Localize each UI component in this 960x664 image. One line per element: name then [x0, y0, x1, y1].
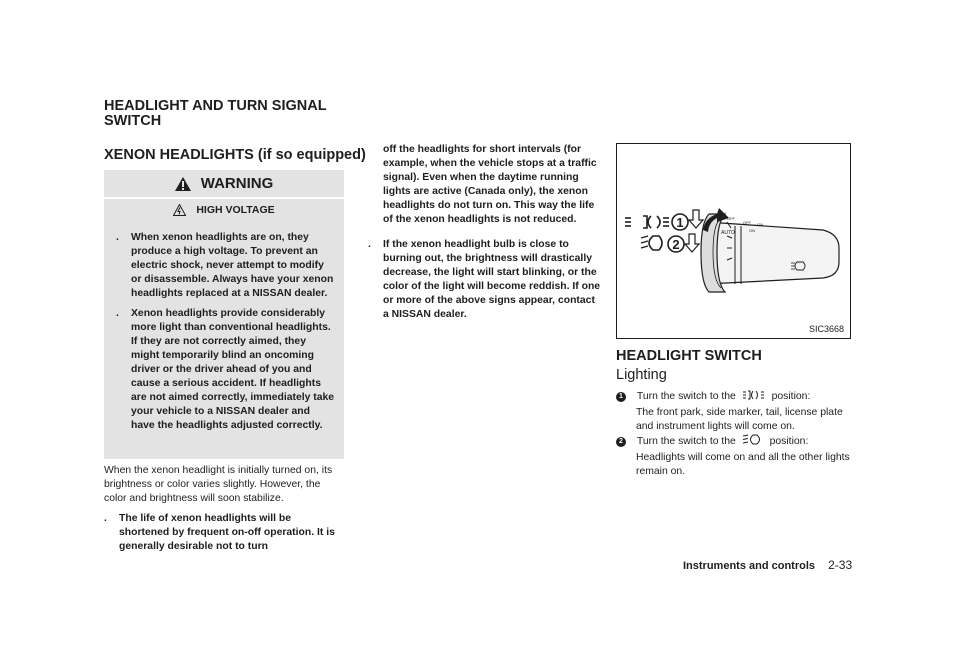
warning-bullet: . When xenon headlights are on, they produce a high voltage. To prevent an electric shock, never attempt to modify or disassemble. Always have your xenon headlights replaced at a NISSAN dealer. — [116, 232, 334, 299]
switch-label-off: OFF — [727, 216, 735, 221]
warning-bullets — [116, 231, 336, 433]
warning-bullet: . Xenon headlights provide considerably more light than conventional headlights. If they are not correctly aimed, they might temporarily blind an oncoming driver or the driver ahead of you and cause a serious accident. If headlights are not aimed correctly, immediately take your vehicle to a NISSAN dealer and have the headlights adjusted correctly. — [116, 308, 335, 431]
headlight-icon — [743, 434, 763, 445]
warning-subtitle-text: HIGH VOLTAGE — [196, 204, 275, 216]
step-text: position: — [769, 436, 809, 447]
step-detail: The front park, side marker, tail, license plate and instrument lights will come on. — [636, 407, 843, 432]
callout-1-label: 1 — [676, 215, 684, 230]
bulb-bullet-item: . If the xenon headlight bulb is close to burning out, the brightness will drastically decrease, the light will start blinking, or the color of the light will become reddish. If one or more of the above signs appear, contact a NISSAN dealer. — [368, 239, 601, 320]
section-title: HEADLIGHT AND TURN SIGNAL SWITCH — [104, 98, 327, 129]
life-bullet-continuation: off the headlights for short intervals (for example, when the vehicle stops at a traffic signal). Even when the daytime running lights are active (Canada only), the xenon headlights do not turn on. This way the life of the xenon headlights is not reduced. — [383, 144, 597, 225]
warning-triangle-icon — [175, 177, 191, 191]
life-bullet-start — [104, 512, 344, 554]
step-text: Turn the switch to the — [636, 391, 736, 402]
high-voltage-icon — [173, 204, 186, 216]
warning-title — [104, 174, 344, 194]
switch-label-fog-on: ON — [749, 228, 755, 233]
down-arrow-icon — [689, 210, 703, 228]
warning-divider — [104, 197, 344, 199]
switch-label-auto: AUTO — [721, 230, 735, 236]
down-arrow-icon — [685, 234, 699, 252]
life-bullet: . The life of xenon headlights will be shortened by frequent on-off operation. It is generally desirable not to turn — [104, 513, 335, 552]
step-number: 1 — [616, 392, 626, 402]
bulb-bullet — [368, 238, 602, 322]
step-number: 2 — [616, 437, 626, 447]
stabilize-paragraph: When the xenon headlight is initially turned on, its brightness or color varies slightly. However, the color and brightness will soon stabilize. — [104, 465, 333, 504]
lighting-step-1 — [616, 390, 856, 434]
step-detail: Headlights will come on and all the other lights remain on. — [636, 452, 850, 477]
callout-2-label: 2 — [672, 237, 680, 252]
warning-subtitle — [104, 203, 344, 217]
lighting-subheading: Lighting — [616, 367, 667, 383]
footer-section: Instruments and controls — [683, 560, 816, 572]
headlight-symbol-icon — [641, 236, 662, 250]
footer-page-number: 2-33 — [828, 558, 853, 572]
headlight-switch-heading: HEADLIGHT SWITCH — [616, 348, 762, 364]
headlight-switch-illustration — [617, 144, 850, 338]
figure-label: SIC3668 — [808, 324, 844, 334]
step-text: Turn the switch to the — [636, 436, 736, 447]
page-footer — [683, 558, 852, 573]
switch-label-on: ON — [757, 222, 763, 227]
switch-label-fog-off: OFF — [743, 220, 751, 225]
xenon-heading: XENON HEADLIGHTS (if so equipped) — [104, 147, 366, 163]
step-text: position: — [771, 391, 811, 402]
switch-figure — [616, 143, 851, 339]
warning-title-text: WARNING — [200, 175, 274, 192]
lighting-step-2 — [616, 434, 856, 479]
parking-light-symbol-icon — [625, 216, 669, 228]
warning-box — [104, 170, 344, 459]
parking-light-icon — [743, 390, 765, 400]
